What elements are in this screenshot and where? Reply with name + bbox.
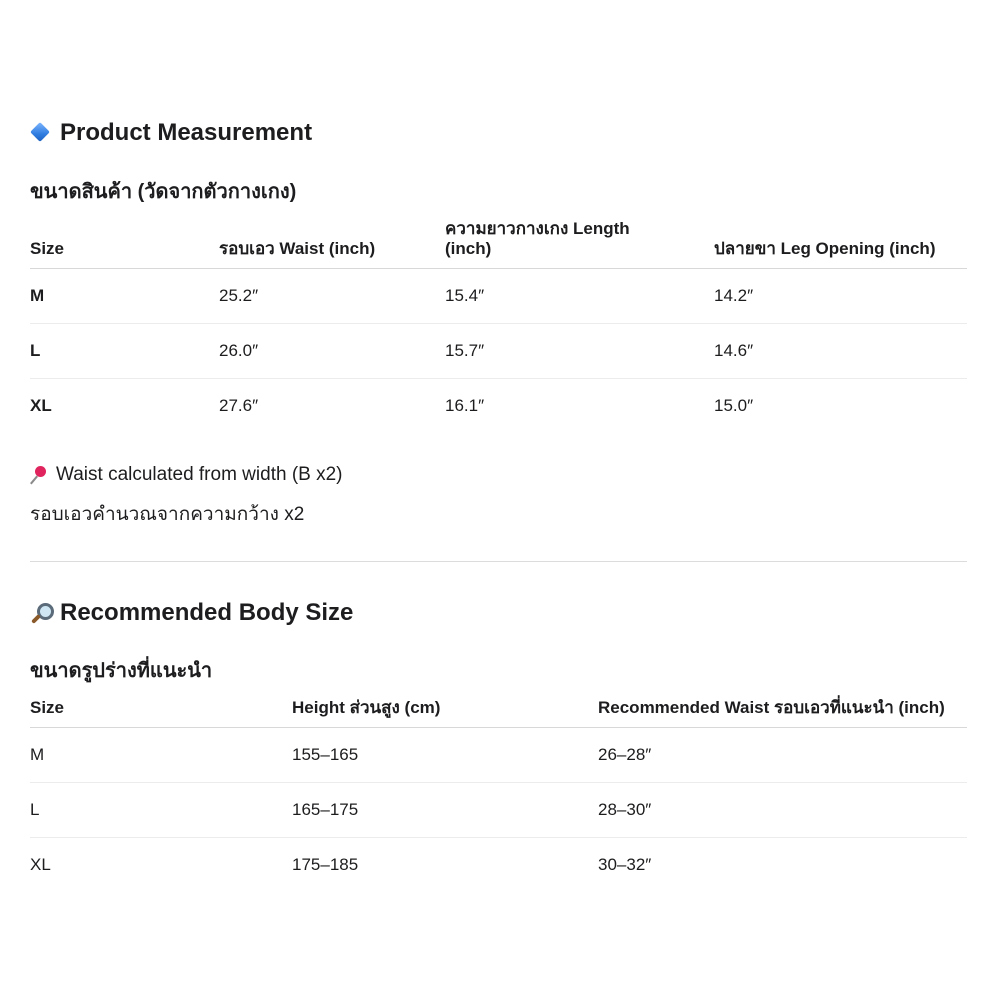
table-row xyxy=(30,324,967,379)
recommended-body-size-title: Recommended Body Size xyxy=(60,599,354,626)
table-row xyxy=(30,783,967,838)
height-cell: 175–185 xyxy=(292,855,359,874)
size-cell: M xyxy=(30,269,219,324)
column-header-waist: รอบเอว Waist (inch) xyxy=(219,219,445,269)
column-header-size: Size xyxy=(30,219,219,269)
section-divider xyxy=(30,561,967,562)
size-cell: M xyxy=(30,728,292,783)
magnifying-glass-icon xyxy=(30,602,52,624)
leg-opening-cell: 14.6″ xyxy=(714,324,967,379)
height-cell: 155–165 xyxy=(292,728,598,783)
recommended-waist-cell: 30–32″ xyxy=(598,855,652,874)
recommended-waist-cell: 26–28″ xyxy=(598,728,967,783)
table-row xyxy=(30,379,967,434)
recommended-body-size-table xyxy=(30,698,967,892)
column-header-length: ความยาวกางเกง Length (inch) xyxy=(445,219,714,269)
leg-opening-cell: 14.2″ xyxy=(714,269,967,324)
size-cell: XL xyxy=(30,396,52,415)
leg-opening-cell: 15.0″ xyxy=(714,396,754,415)
table-header-row xyxy=(30,698,967,728)
waist-note-text: Waist calculated from width (B x2) xyxy=(56,464,343,485)
size-cell: XL xyxy=(30,855,51,874)
product-measurement-heading xyxy=(30,119,312,147)
table-row xyxy=(30,269,967,324)
waist-cell: 27.6″ xyxy=(219,396,259,415)
height-cell: 165–175 xyxy=(292,783,598,838)
recommended-body-size-heading xyxy=(30,599,353,627)
product-measurement-subtitle: ขนาดสินค้า (วัดจากตัวกางเกง) xyxy=(30,181,297,203)
recommended-waist-cell: 28–30″ xyxy=(598,783,967,838)
waist-cell: 26.0″ xyxy=(219,324,445,379)
recommended-body-size-subtitle: ขนาดรูปร่างที่แนะนำ xyxy=(30,660,213,682)
waist-note-english xyxy=(30,464,343,486)
blue-diamond-icon xyxy=(30,122,52,144)
column-header-recommended-waist: Recommended Waist รอบเอวที่แนะนำ (inch) xyxy=(598,698,967,728)
table-row xyxy=(30,728,967,783)
product-measurement-table xyxy=(30,219,967,433)
length-cell: 15.4″ xyxy=(445,269,714,324)
product-measurement-title: Product Measurement xyxy=(60,119,313,146)
table-header-row xyxy=(30,219,967,269)
length-cell: 16.1″ xyxy=(445,396,485,415)
column-header-leg-opening: ปลายขา Leg Opening (inch) xyxy=(714,219,967,269)
waist-note-thai: รอบเอวคำนวณจากความกว้าง x2 xyxy=(30,504,305,525)
size-cell: L xyxy=(30,324,219,379)
size-chart-page xyxy=(30,0,967,1000)
size-cell: L xyxy=(30,783,292,838)
table-row xyxy=(30,838,967,893)
pushpin-icon xyxy=(30,465,48,485)
waist-cell: 25.2″ xyxy=(219,269,445,324)
length-cell: 15.7″ xyxy=(445,324,714,379)
column-header-size: Size xyxy=(30,698,292,728)
column-header-height: Height ส่วนสูง (cm) xyxy=(292,698,598,728)
